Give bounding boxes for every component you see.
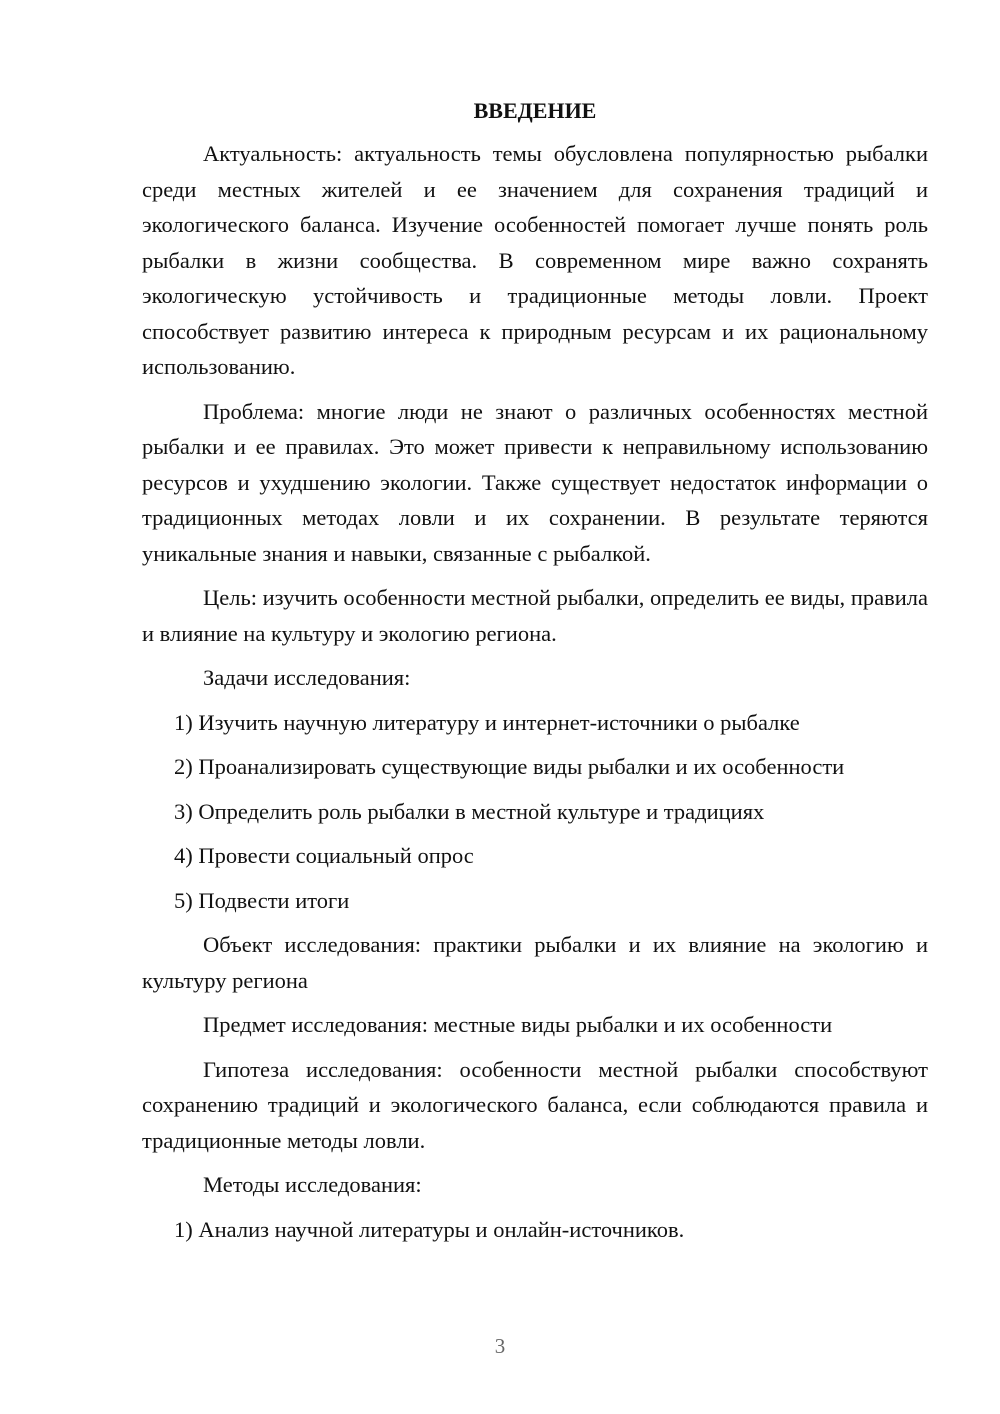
methods-list bbox=[142, 1212, 928, 1248]
list-item: 1) Анализ научной литературы и онлайн-источников. bbox=[174, 1216, 685, 1242]
object-paragraph: Объект исследования: практики рыбалки и их влияние на экологию и культуру региона bbox=[142, 932, 928, 993]
subject-paragraph: Предмет исследования: местные виды рыбалки и их особенности bbox=[203, 1012, 833, 1037]
list-item: 4) Провести социальный опрос bbox=[174, 843, 474, 868]
relevance-paragraph: Актуальность: актуальность темы обусловлена популярностью рыбалки среди местных жителей и ее значением для сохранения традиций и экологического баланса. Изучение особенностей помогает лучше понять роль рыбалки в жизни сообщества. В современном мире важно сохранять экологическую устойчивость и традиционные методы ловли. Проект способствует развитию интереса к природным ресурсам и их рациональному использованию. bbox=[142, 141, 928, 379]
problem-paragraph: Проблема: многие люди не знают о различных особенностях местной рыбалки и ее правилах. Это может привести к неправильному использованию ресурсов и ухудшению экологии. Также существует недостаток информации о традиционных методах ловли и их сохранении. В результате теряются уникальные знания и навыки, связанные с рыбалкой. bbox=[142, 398, 928, 566]
document-page bbox=[142, 96, 928, 1256]
goal-paragraph: Цель: изучить особенности местной рыбалки, определить ее виды, правила и влияние на культуру и экологию региона. bbox=[142, 585, 928, 646]
page-number: 3 bbox=[494, 1334, 506, 1358]
page-title: ВВЕДЕНИЕ bbox=[473, 98, 597, 123]
tasks-list bbox=[142, 705, 928, 919]
list-item: 2) Проанализировать существующие виды рыбалки и их особенности bbox=[174, 754, 845, 779]
list-item: 5) Подвести итоги bbox=[174, 887, 350, 913]
methods-heading: Методы исследования: bbox=[203, 1172, 422, 1197]
list-item: 3) Определить роль рыбалки в местной культуре и традициях bbox=[174, 798, 765, 824]
list-item: 1) Изучить научную литературу и интернет-источники о рыбалке bbox=[174, 709, 800, 735]
hypothesis-paragraph: Гипотеза исследования: особенности местной рыбалки способствуют сохранению традиций и экологического баланса, если соблюдаются правила и традиционные методы ловли. bbox=[142, 1056, 928, 1153]
tasks-heading: Задачи исследования: bbox=[203, 665, 411, 690]
